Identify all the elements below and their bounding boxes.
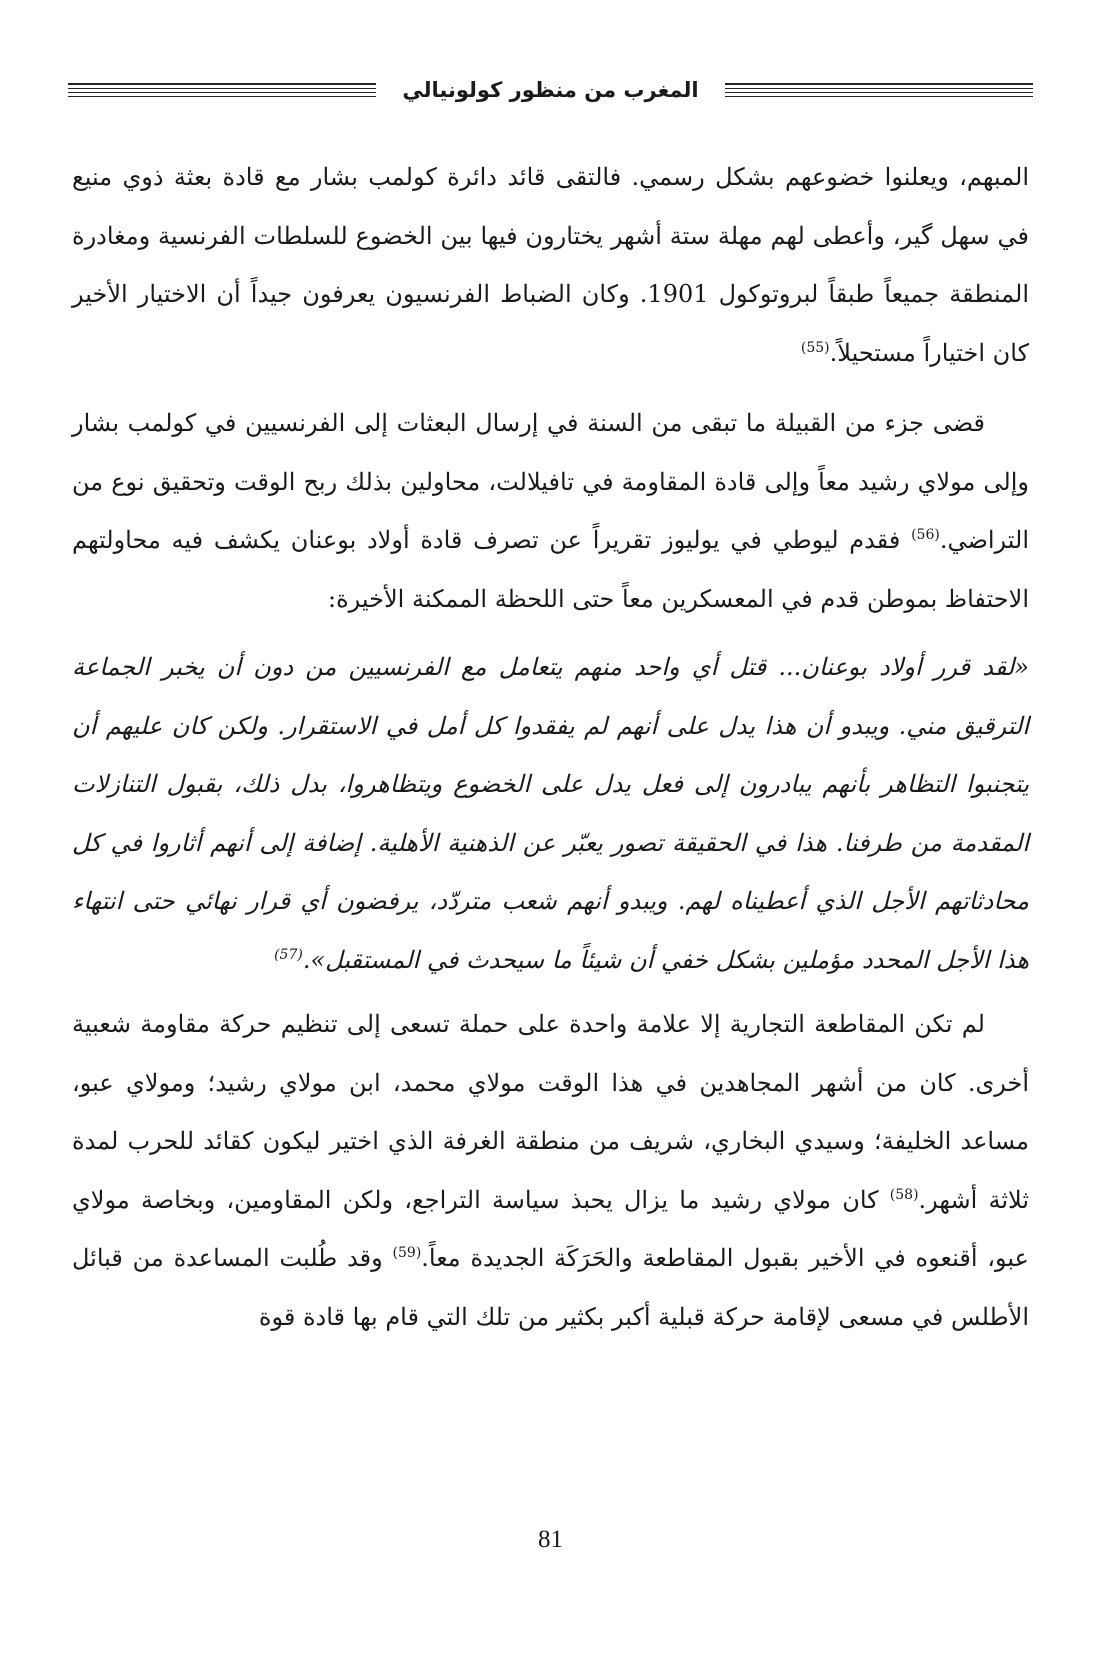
block-quote <box>72 638 1029 989</box>
paragraph-4-text-a: لم تكن المقاطعة التجارية إلا علامة واحدة على حملة تسعى إلى تنظيم حركة مقاومة شعبية أخرى. كان من أشهر المجاهدين في هذا الوقت مولاي محمد، ابن مولاي رشيد؛ ومولاي عبو، مساعد الخليفة؛ وسيدي البخاري، شريف من منطقة الغرفة الذي اختير ليكون كقائد للحرب لمدة ثلاثة أشهر. <box>72 1010 1029 1214</box>
page-number: 81 <box>538 1526 563 1553</box>
footnote-ref-56: (56) <box>911 527 940 543</box>
header-rule-left <box>68 83 376 97</box>
paragraph-4 <box>72 995 1029 1346</box>
paragraph-2-text-b: فقدم ليوطي في يوليوز تقريراً عن تصرف قادة أولاد بوعنان يكشف فيه محاولتهم الاحتفاظ بموطن قدم في المعسكرين معاً حتى اللحظة الممكنة الأخيرة: <box>72 526 1029 613</box>
paragraph-1-text: المبهم، ويعلنوا خضوعهم بشكل رسمي. فالتقى قائد دائرة كولمب بشار مع قادة بعثة ذوي منيع في سهل گير، وأعطى لهم مهلة ستة أشهر يختارون فيها بين الخضوع للسلطات الفرنسية ومغادرة المنطقة جميعاً طبقاً لبروتوكول 1901. وكان الضباط الفرنسيون يعرفون جيداً أن الاختيار الأخير كان اختياراً مستحيلاً. <box>72 163 1029 367</box>
footnote-ref-57: (57) <box>274 946 303 963</box>
paragraph-1 <box>72 148 1029 382</box>
running-title: المغرب من منظور كولونيالي <box>402 78 699 102</box>
paragraph-2-text-a: قضى جزء من القبيلة ما تبقى من السنة في إرسال البعثات إلى الفرنسيين في كولمب بشار وإلى مولاي رشيد معاً وإلى قادة المقاومة في تافيلالت، محاولين بذلك ربح الوقت وتحقيق نوع من التراضي. <box>72 409 1029 554</box>
paragraph-2 <box>72 394 1029 628</box>
paragraph-4-text-c: وقد طُلبت المساعدة من قبائل الأطلس في مسعى لإقامة حركة قبلية أكبر بكثير من تلك التي قام بها قادة قوة <box>72 1244 1029 1331</box>
block-quote-text: «لقد قرر أولاد بوعنان... قتل أي واحد منهم يتعامل مع الفرنسيين من دون أن يخبر الجماعة الترقيق مني. ويبدو أن هذا يدل على أنهم لم يفقدوا كل أمل في الاستقرار. ولكن كان عليهم أن يتجنبوا التظاهر بأنهم يبادرون إلى فعل يدل على الخضوع ويتظاهروا، بدل ذلك، بقبول التنازلات المقدمة من طرفنا. هذا في الحقيقة تصور يعبّر عن الذهنية الأهلية. إضافة إلى أنهم أثاروا في كل محادثاتهم الأجل الذي أعطيناه لهم. ويبدو أنهم شعب متردّد، يرفضون أي قرار نهائي حتى انتهاء هذا الأجل المحدد مؤملين بشكل خفي أن شيئاً ما سيحدث في المستقبل». <box>72 653 1029 974</box>
running-header <box>68 66 1033 114</box>
footnote-ref-55: (55) <box>800 339 830 356</box>
footnote-ref-59: (59) <box>392 1245 422 1261</box>
page-body <box>72 148 1029 1346</box>
paragraph-4-text-b: كان مولاي رشيد ما يزال يحبذ سياسة التراجع، ولكن المقاومين، وبخاصة مولاي عبو، أقنعوه في الأخير بقبول المقاطعة والحَرَكَة الجديدة معاً. <box>72 1185 1029 1272</box>
header-rule-right <box>725 83 1033 97</box>
footnote-ref-58: (58) <box>889 1186 919 1203</box>
